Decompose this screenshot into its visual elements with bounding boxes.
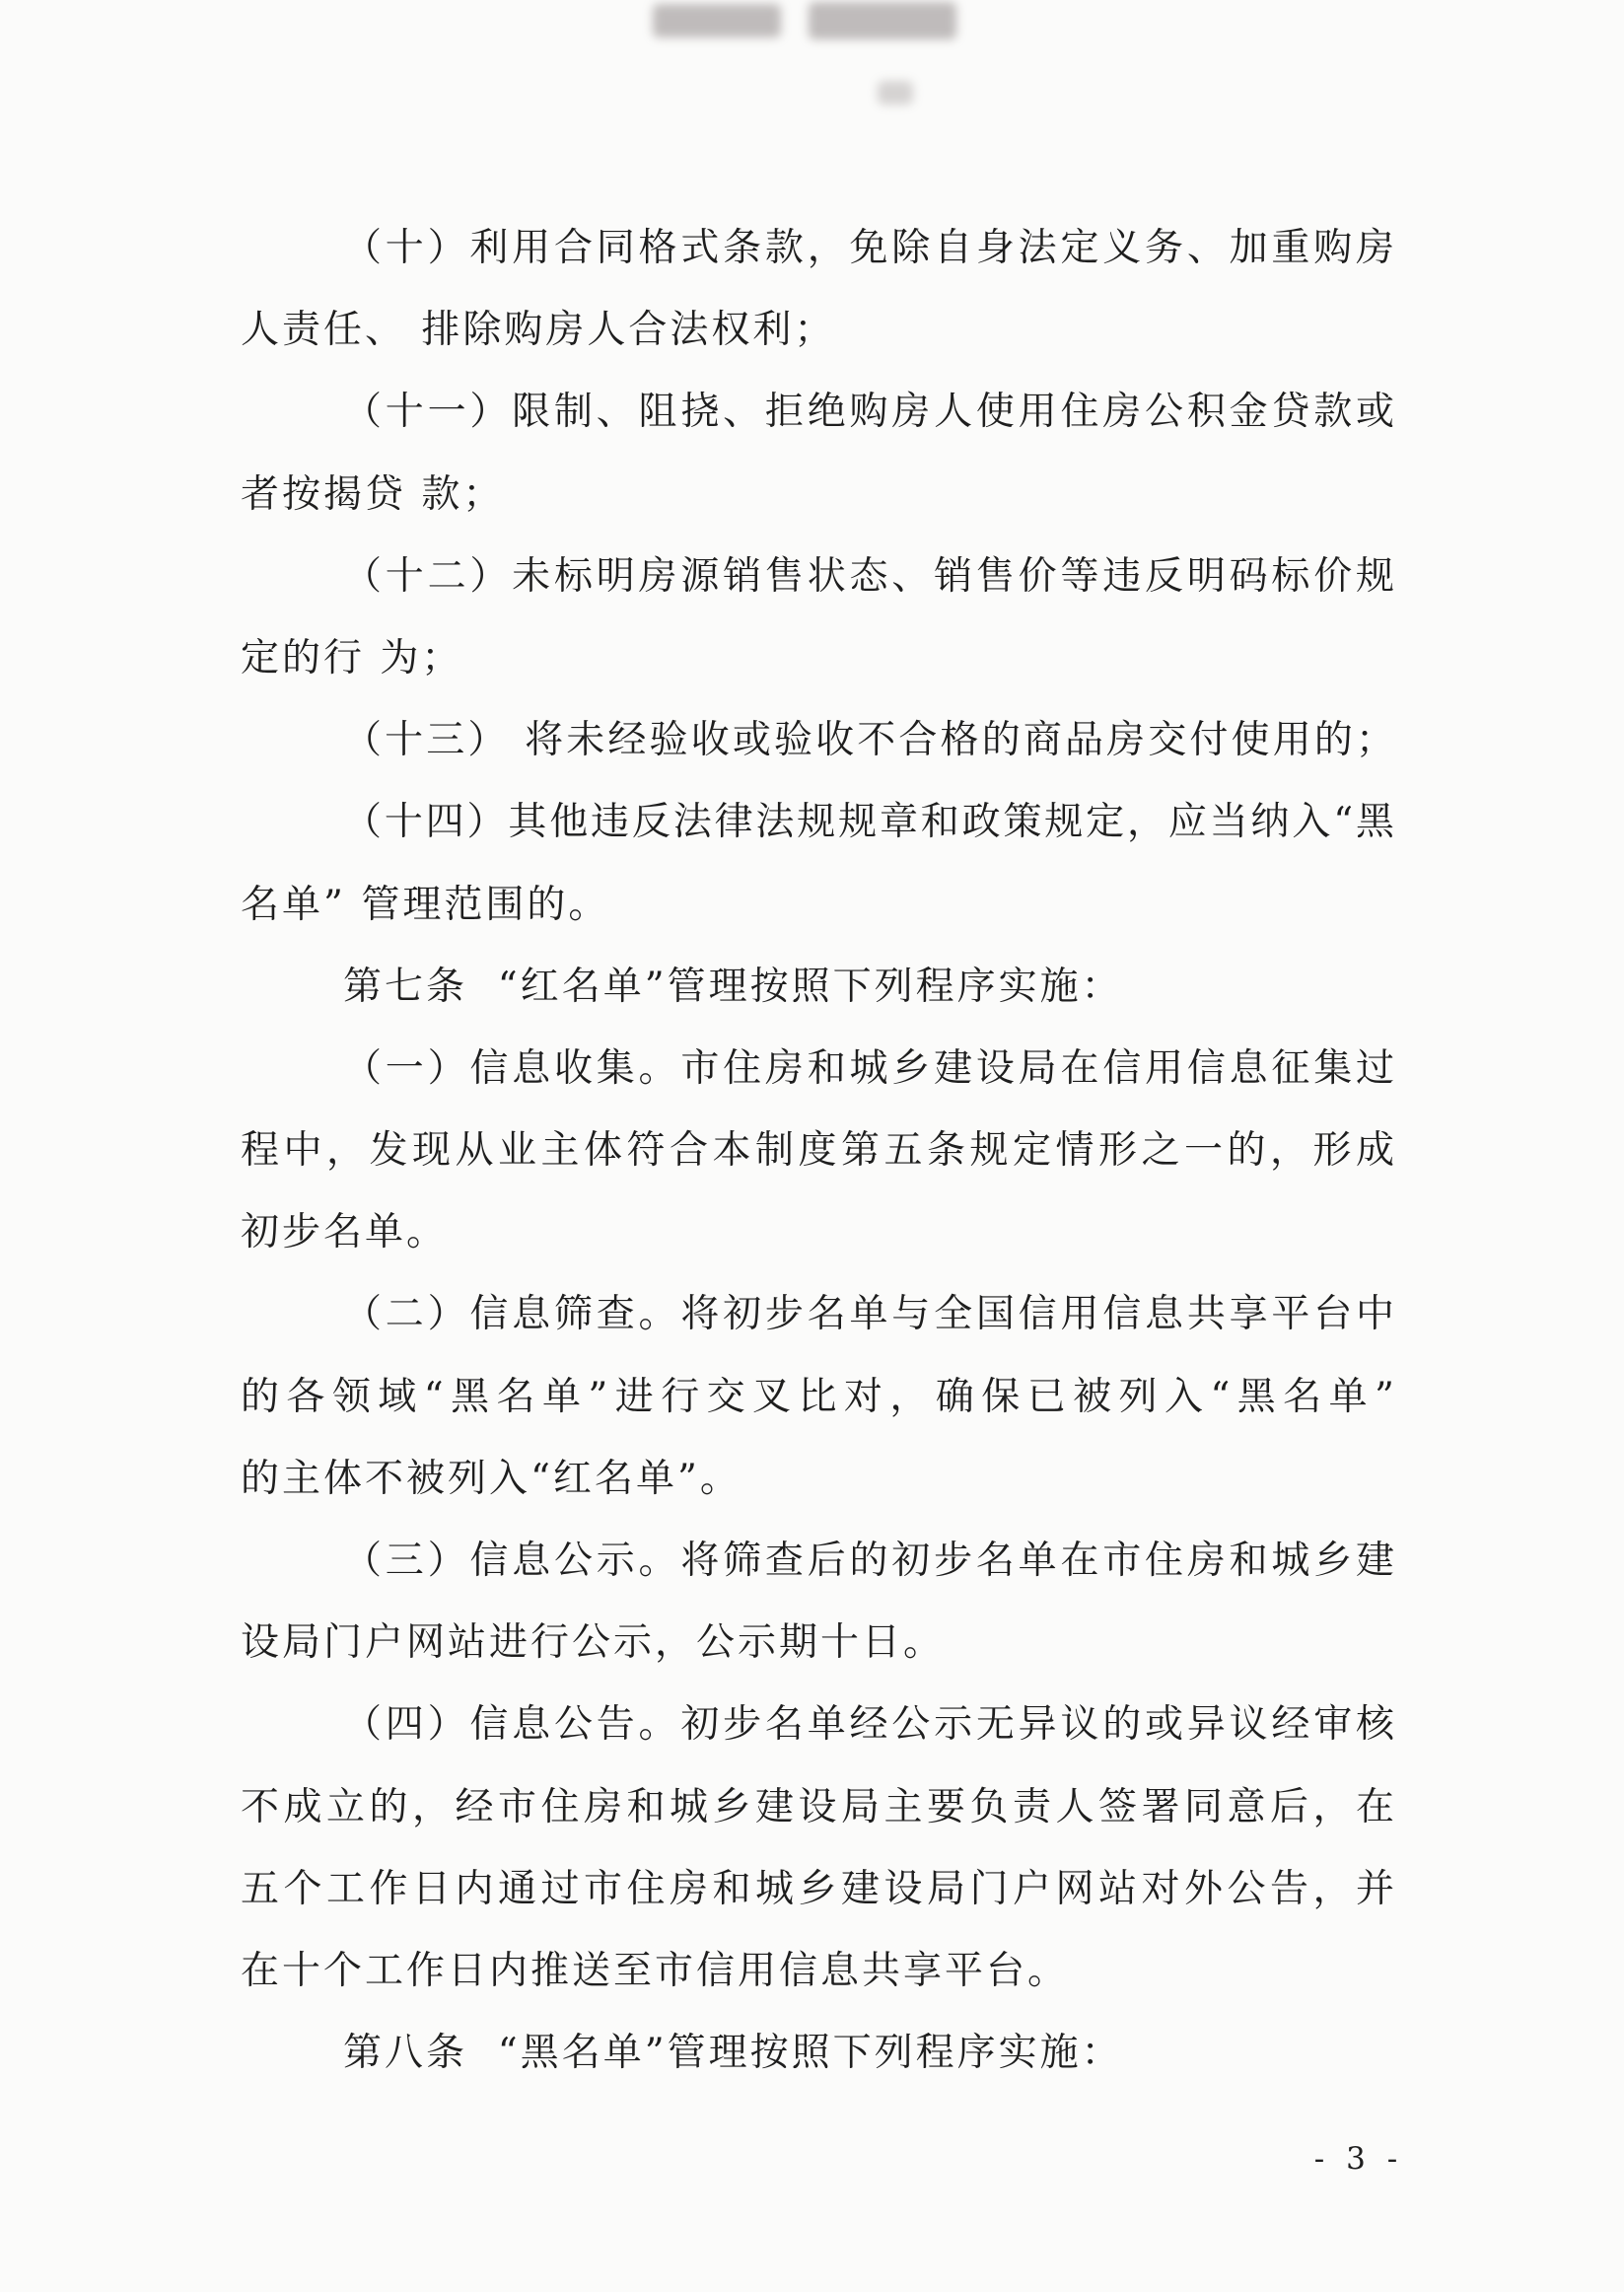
text-line: （一）信息收集。市住房和城乡建设局在信用信息征集过 — [343, 1045, 1394, 1091]
procedure-step-2-info-screening — [241, 1273, 1394, 1520]
text-line: （十）利用合同格式条款，免除自身法定义务、加重购房 — [343, 226, 1394, 270]
clause-item-10 — [241, 207, 1394, 371]
text-line: 的各领域“黑名单”进行交叉比对，确保已被列入“黑名单” — [241, 1374, 1394, 1419]
article-7-heading — [241, 946, 1394, 1028]
text-line: 程中，发现从业主体符合本制度第五条规定情形之一的，形成 — [241, 1128, 1394, 1174]
text-line: 在十个工作日内推送至市信用信息共享平台。 — [241, 1948, 1070, 1993]
text-line: 人责任、 排除购房人合法权利； — [241, 308, 836, 353]
header-stamp-smudge — [653, 4, 781, 37]
clause-item-13 — [241, 699, 1394, 781]
text-line: （三）信息公示。将筛查后的初步名单在市住房和城乡建 — [343, 1539, 1394, 1583]
text-line: 的主体不被列入“红名单”。 — [241, 1456, 741, 1501]
document-body — [241, 207, 1394, 2094]
text-line: （十二）未标明房源销售状态、销售价等违反明码标价规 — [343, 553, 1394, 599]
procedure-step-4-info-announcement — [241, 1683, 1394, 2012]
text-line: 第八条 “黑名单”管理按照下列程序实施： — [343, 2031, 1123, 2076]
procedure-step-1-info-collection — [241, 1028, 1394, 1274]
text-line: 初步名单。 — [241, 1210, 449, 1255]
text-line: （十一）限制、阻挠、拒绝购房人使用住房公积金贷款或 — [343, 390, 1394, 435]
text-line: （十三） 将未经验收或验收不合格的商品房交付使用的； — [343, 718, 1394, 763]
text-line: （二）信息筛查。将初步名单与全国信用信息共享平台中 — [343, 1292, 1394, 1337]
clause-item-14 — [241, 781, 1394, 945]
header-stamp-smudge — [809, 2, 956, 39]
clause-item-12 — [241, 536, 1394, 699]
text-line: （十四）其他违反法律法规规章和政策规定，应当纳入“黑 — [343, 800, 1394, 845]
text-line: 设局门户网站进行公示，公示期十日。 — [241, 1620, 946, 1666]
text-line: 第七条 “红名单”管理按照下列程序实施： — [343, 964, 1123, 1009]
text-line: （四）信息公告。初步名单经公示无异议的或异议经审核 — [343, 1702, 1394, 1748]
article-8-heading — [241, 2012, 1394, 2094]
text-line: 不成立的，经市住房和城乡建设局主要负责人签署同意后，在 — [241, 1784, 1394, 1829]
text-line: 者按揭贷 款； — [241, 471, 505, 517]
header-stamp-smudge — [878, 81, 913, 105]
procedure-step-3-info-publicity — [241, 1520, 1394, 1683]
clause-item-11 — [241, 371, 1394, 535]
text-line: 定的行 为； — [241, 635, 463, 680]
text-line: 五个工作日内通过市住房和城乡建设局门户网站对外公告，并 — [241, 1866, 1394, 1911]
page-number: - 3 - — [1313, 2141, 1404, 2177]
text-line: 名单” 管理范围的。 — [241, 882, 610, 927]
